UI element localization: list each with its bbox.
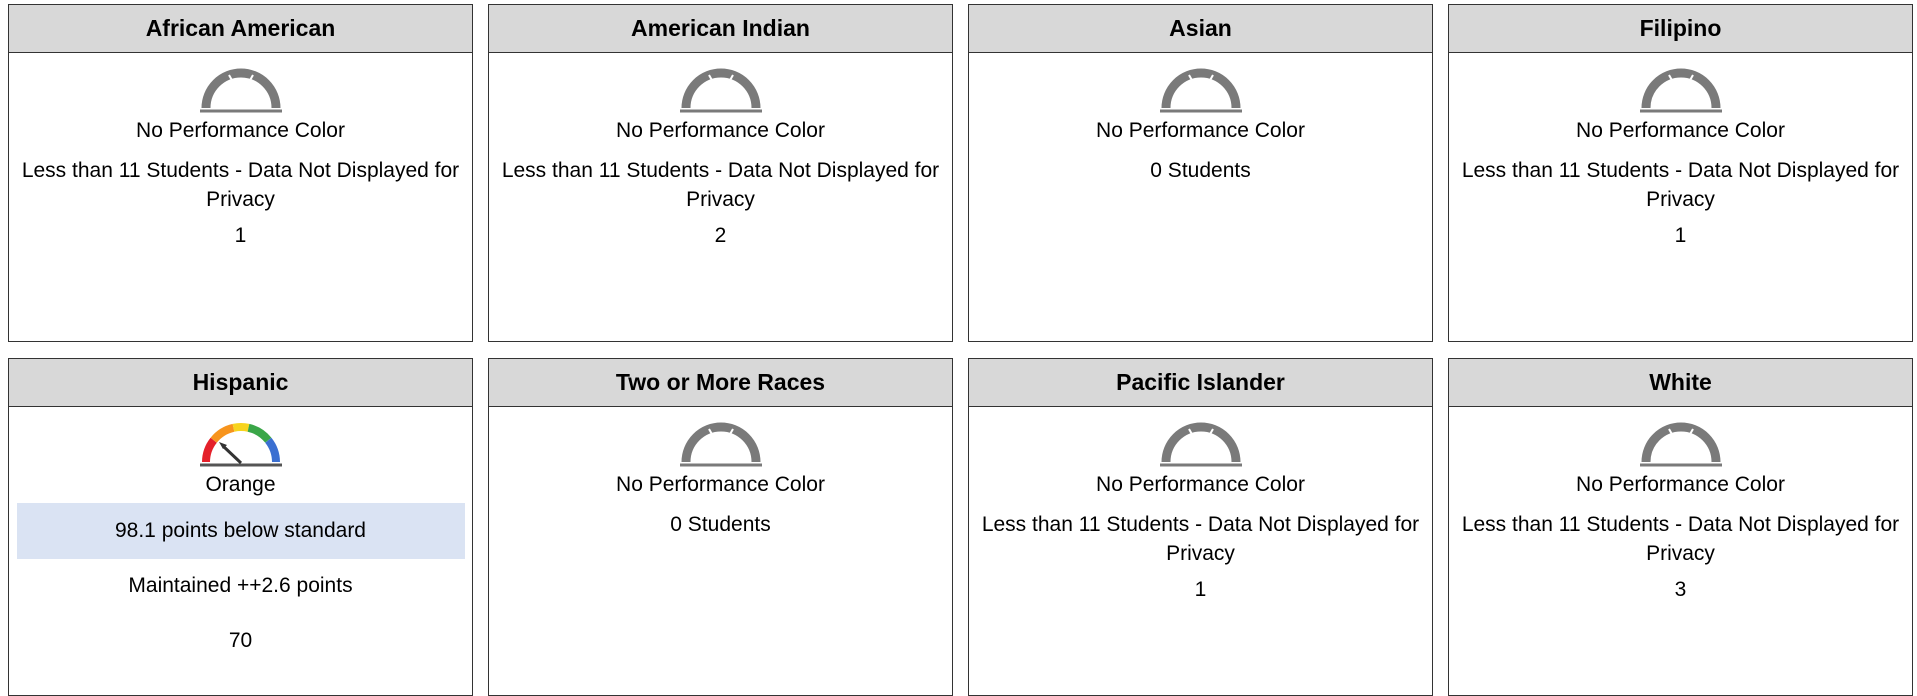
status-text: 0 Students — [1150, 159, 1251, 182]
no-color-gauge-icon — [1156, 418, 1246, 468]
status-text: Less than 11 Students - Data Not Displayed for Privacy — [1461, 159, 1900, 211]
group-card-hispanic — [8, 358, 473, 696]
performance-color-label: No Performance Color — [616, 473, 825, 496]
group-title: American Indian — [489, 5, 952, 53]
student-count: 1 — [1194, 578, 1207, 601]
group-card-asian — [968, 4, 1433, 342]
status-text: 0 Students — [670, 513, 771, 536]
group-title: Filipino — [1449, 5, 1912, 53]
no-color-gauge-icon — [1636, 418, 1726, 468]
status-text: Less than 11 Students - Data Not Displayed for Privacy — [501, 159, 940, 211]
group-title: Hispanic — [9, 359, 472, 407]
orange-performance-gauge-icon — [196, 418, 286, 468]
performance-color-label: No Performance Color — [1096, 473, 1305, 496]
student-count: 3 — [1674, 578, 1687, 601]
group-title: Two or More Races — [489, 359, 952, 407]
group-card-two-or-more-races — [488, 358, 953, 696]
performance-color-label: No Performance Color — [1576, 473, 1785, 496]
status-text: Less than 11 Students - Data Not Displayed for Privacy — [981, 513, 1420, 565]
student-count: 2 — [714, 224, 727, 247]
no-color-gauge-icon — [1156, 64, 1246, 114]
no-color-gauge-icon — [1636, 64, 1726, 114]
no-color-gauge-icon — [676, 418, 766, 468]
student-group-grid — [8, 4, 1913, 696]
status-text: Less than 11 Students - Data Not Displayed for Privacy — [21, 159, 460, 211]
performance-color-label: No Performance Color — [616, 119, 825, 142]
distance-from-standard: 98.1 points below standard — [17, 503, 465, 559]
group-title: White — [1449, 359, 1912, 407]
change-text: Maintained ++2.6 points — [128, 574, 353, 597]
student-count: 1 — [234, 224, 247, 247]
performance-color-label: Orange — [205, 473, 276, 496]
performance-color-label: No Performance Color — [1096, 119, 1305, 142]
student-count: 70 — [228, 629, 253, 652]
group-title: Asian — [969, 5, 1432, 53]
status-text: Less than 11 Students - Data Not Displayed for Privacy — [1461, 513, 1900, 565]
no-color-gauge-icon — [196, 64, 286, 114]
group-card-pacific-islander — [968, 358, 1433, 696]
no-color-gauge-icon — [676, 64, 766, 114]
group-title: Pacific Islander — [969, 359, 1432, 407]
group-card-american-indian — [488, 4, 953, 342]
performance-color-label: No Performance Color — [1576, 119, 1785, 142]
performance-color-label: No Performance Color — [136, 119, 345, 142]
group-card-filipino — [1448, 4, 1913, 342]
group-card-african-american — [8, 4, 473, 342]
group-title: African American — [9, 5, 472, 53]
group-card-white — [1448, 358, 1913, 696]
student-count: 1 — [1674, 224, 1687, 247]
